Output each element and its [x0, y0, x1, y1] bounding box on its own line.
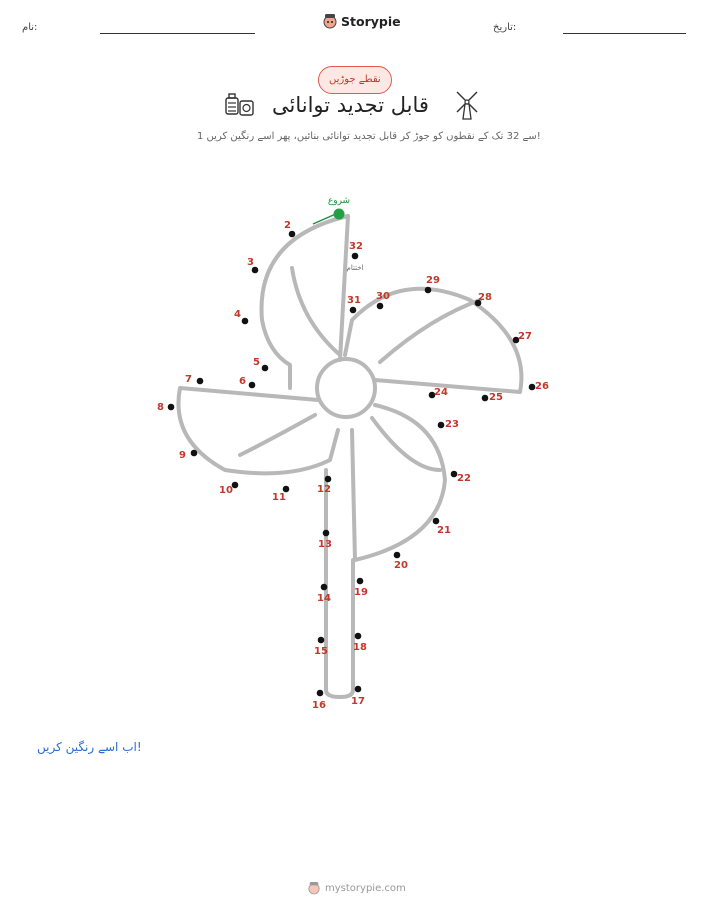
name-label: نام:	[22, 22, 38, 33]
dot-13[interactable]	[323, 530, 330, 537]
dot-number-7: 7	[185, 374, 192, 385]
dot-number-11: 11	[272, 492, 286, 503]
dot-7[interactable]	[197, 378, 204, 385]
dot-number-8: 8	[157, 402, 164, 413]
brand-name: Storypie	[341, 13, 401, 29]
dot-2[interactable]	[289, 231, 296, 238]
dot-12[interactable]	[325, 476, 332, 483]
footer-url[interactable]: mystorypie.com	[325, 882, 406, 894]
color-prompt: اب اسے رنگین کریں!	[37, 740, 142, 754]
start-dot[interactable]	[334, 209, 345, 220]
dot-number-15: 15	[314, 646, 328, 657]
dot-number-32: 32	[349, 241, 363, 252]
dot-number-5: 5	[253, 357, 260, 368]
dot-number-3: 3	[247, 257, 254, 268]
date-label: تاریخ:	[493, 22, 517, 33]
dot-number-31: 31	[347, 295, 361, 306]
dot-number-12: 12	[317, 484, 331, 495]
dot-21[interactable]	[433, 518, 440, 525]
dot-31[interactable]	[350, 307, 357, 314]
dot-number-17: 17	[351, 696, 365, 707]
dot-number-18: 18	[353, 642, 367, 653]
dot-number-14: 14	[317, 593, 331, 604]
dot-25[interactable]	[482, 395, 489, 402]
dot-18[interactable]	[355, 633, 362, 640]
page-title: قابل تجدید توانائی	[272, 93, 429, 117]
dot-number-9: 9	[179, 450, 186, 461]
dot-number-10: 10	[219, 485, 233, 496]
dot-number-19: 19	[354, 587, 368, 598]
dot-number-21: 21	[437, 525, 451, 536]
dot-number-27: 27	[518, 331, 532, 342]
dot-number-30: 30	[376, 291, 390, 302]
end-label: اختتام	[346, 264, 364, 272]
start-label: شروع	[327, 196, 351, 206]
dot-14[interactable]	[321, 584, 328, 591]
dot-6[interactable]	[249, 382, 256, 389]
dot-number-25: 25	[489, 392, 503, 403]
dot-number-13: 13	[318, 539, 332, 550]
dot-15[interactable]	[318, 637, 325, 644]
dot-number-2: 2	[284, 220, 291, 231]
dot-number-23: 23	[445, 419, 459, 430]
dot-19[interactable]	[357, 578, 364, 585]
dot-20[interactable]	[394, 552, 401, 559]
dot-number-22: 22	[457, 473, 471, 484]
dot-32[interactable]	[352, 253, 359, 260]
pinwheel-outline	[178, 216, 521, 697]
dot-number-29: 29	[426, 275, 440, 286]
dot-number-28: 28	[478, 292, 492, 303]
dot-23[interactable]	[438, 422, 445, 429]
dot-9[interactable]	[191, 450, 198, 457]
dot-number-16: 16	[312, 700, 326, 711]
dot-4[interactable]	[242, 318, 249, 325]
dot-number-6: 6	[239, 376, 246, 387]
dot-number-4: 4	[234, 309, 241, 320]
dot-number-26: 26	[535, 381, 549, 392]
dot-17[interactable]	[355, 686, 362, 693]
activity-badge: نقطے جوڑیں	[318, 66, 392, 94]
instructions: 1 سے 32 تک کے نقطوں کو جوڑ کر قابل تجدید توانائی بنائیں، پھر اسے رنگین کریں!	[197, 131, 541, 142]
dot-29[interactable]	[425, 287, 432, 294]
storypie-mascot-icon	[308, 881, 320, 895]
dot-5[interactable]	[262, 365, 269, 372]
dot-number-20: 20	[394, 560, 408, 571]
dot-16[interactable]	[317, 690, 324, 697]
dot-number-24: 24	[434, 387, 448, 398]
dot-8[interactable]	[168, 404, 175, 411]
footer	[308, 881, 406, 895]
dot-30[interactable]	[377, 303, 384, 310]
